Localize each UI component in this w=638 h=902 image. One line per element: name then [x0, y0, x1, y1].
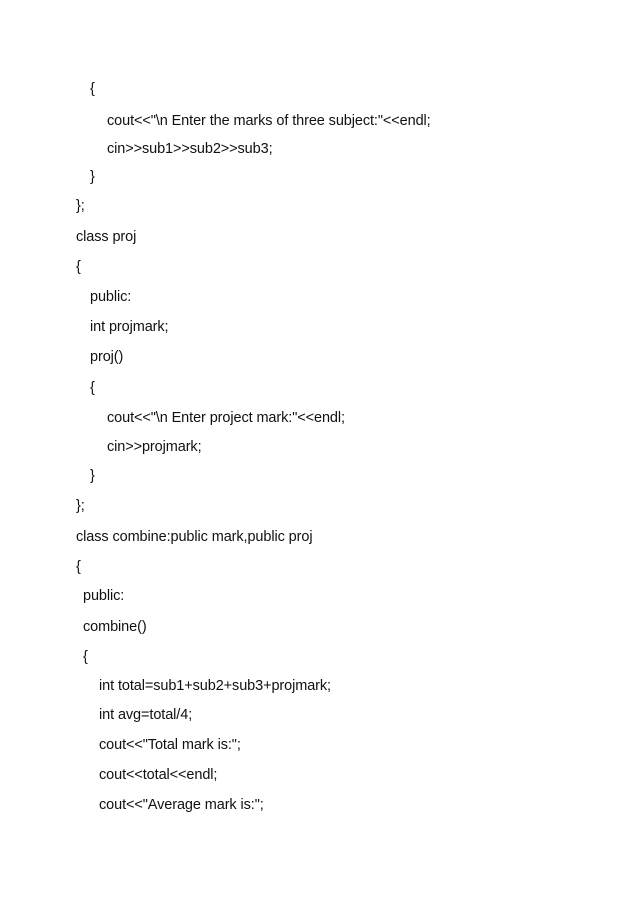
code-line: }; [76, 498, 85, 514]
code-line: { [90, 380, 95, 396]
code-line: { [90, 81, 95, 97]
code-line: class combine:public mark,public proj [76, 529, 313, 545]
code-line: public: [83, 588, 125, 604]
code-line: { [76, 259, 81, 275]
code-line: } [90, 468, 95, 484]
code-line: cin>>projmark; [107, 439, 202, 455]
code-line: proj() [90, 349, 124, 365]
code-line: } [90, 169, 95, 185]
code-line: cout<<"\n Enter project mark:"<<endl; [107, 410, 345, 426]
code-line: class proj [76, 229, 137, 245]
code-line: { [83, 649, 88, 665]
code-line: cin>>sub1>>sub2>>sub3; [107, 141, 273, 157]
code-line: int projmark; [90, 319, 169, 335]
code-line: cout<<"Total mark is:"; [99, 737, 241, 753]
code-line: int total=sub1+sub2+sub3+projmark; [99, 678, 331, 694]
code-line: combine() [83, 619, 147, 635]
code-line: cout<<"Average mark is:"; [99, 797, 264, 813]
code-line: { [76, 559, 81, 575]
code-line: cout<<total<<endl; [99, 767, 218, 783]
code-line: int avg=total/4; [99, 707, 193, 723]
code-line: public: [90, 289, 132, 305]
code-line: cout<<"\n Enter the marks of three subject:"<<endl; [107, 113, 431, 129]
code-line: }; [76, 198, 85, 214]
